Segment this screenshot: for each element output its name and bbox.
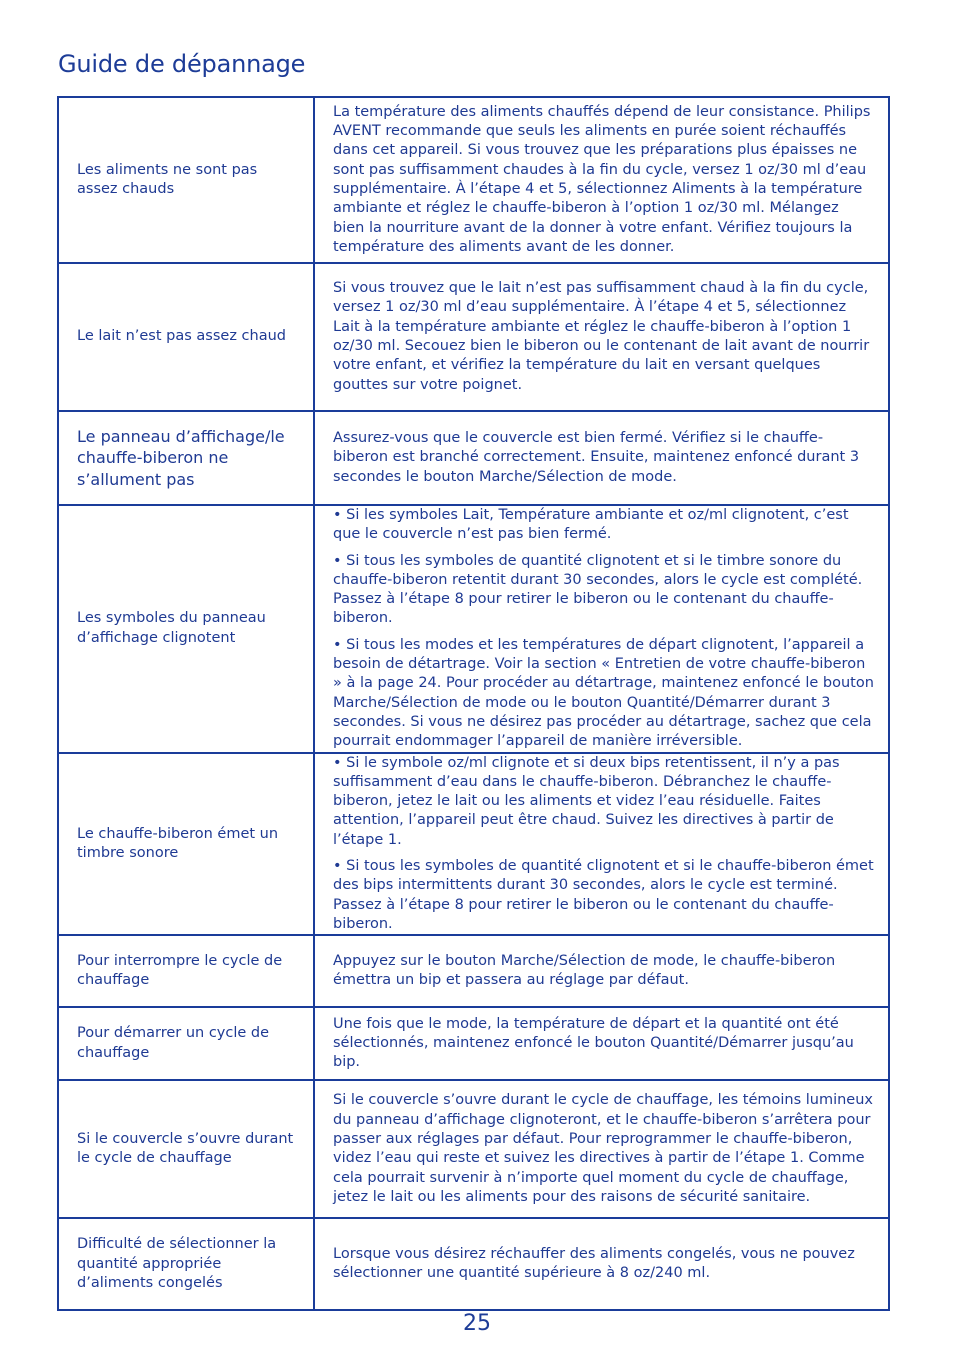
table-row xyxy=(58,411,889,505)
solution-text: La température des aliments chauffés dépend de leur consistance. Philips AVENT recommande que seuls les aliments en purée soient réchauffés dans cet appareil. Si vous trouvez que les préparations plus épaisses ne sont pas suffisamment chaudes à la fin du cycle, versez 1 oz/30 ml d’eau supplémentaire. À l’étape 4 et 5, sélectionnez Aliments à la température ambiante et réglez le chauffe-biberon à l’option 1 oz/30 ml. Mélangez bien la nourriture avant de la donner à votre enfant. Vérifiez toujours la température des aliments avant de les donner. xyxy=(333,103,871,255)
table-row xyxy=(58,505,889,753)
solution-bullet: • Si les symboles Lait, Température ambiante et oz/ml clignotent, c’est que le couvercle n’est pas bien fermé. xyxy=(333,507,849,543)
solution-text: Appuyez sur le bouton Marche/Sélection de mode, le chauffe-biberon émettra un bip et passera au réglage par défaut. xyxy=(333,952,836,989)
solution-text: Assurez-vous que le couvercle est bien fermé. Vérifiez si le chauffe-biberon est branché correctement. Ensuite, maintenez enfoncé durant 3 secondes le bouton Marche/Sélection de mode. xyxy=(333,430,860,485)
troubleshooting-table xyxy=(57,96,890,1311)
solution-cell xyxy=(314,505,889,753)
solution-bullet: • Si le symbole oz/ml clignote et si deux bips retentissent, il n’y a pas suffisamment d’eau dans le chauffe-biberon. Débranchez le chauffe-biberon, jetez le lait ou les aliments et videz l’eau résiduelle. Faites attention, l’appareil peut être chaud. Suivez les directives à partir de l’étape 1. xyxy=(333,754,840,848)
solution-cell xyxy=(314,1218,889,1310)
problem-cell: Le lait n’est pas assez chaud xyxy=(58,263,314,411)
solution-bullet: • Si tous les symboles de quantité clignotent et si le chauffe-biberon émet des bips intermittents durant 30 secondes, alors le cycle est terminé. Passez à l’étape 8 pour retirer le biberon ou le contenant du chauffe-biberon. xyxy=(333,858,874,932)
solution-cell xyxy=(314,411,889,505)
solution-text: Si vous trouvez que le lait n’est pas suffisamment chaud à la fin du cycle, versez 1 oz/30 ml d’eau supplémentaire. À l’étape 4 et 5, sélectionnez Lait à la température ambiante et réglez le chauffe-biberon à l’option 1 oz/30 ml. Secouez bien le biberon ou le contenant de lait avant de nourrir votre enfant, et vérifiez la température du lait en versant quelques gouttes sur votre poignet. xyxy=(333,280,870,393)
solution-text: Si le couvercle s’ouvre durant le cycle de chauffage, les témoins lumineux du panneau d’affichage clignoteront, et le chauffe-biberon s’arrêtera pour passer aux réglages par défaut. Pour reprogrammer le chauffe-biberon, videz l’eau qui reste et suivez les directives à partir de l’étape 1. Comme cela pourrait survenir à n’importe quel moment du cycle de chauffage, jetez le lait ou les aliments pour des raisons de sécurité sanitaire. xyxy=(333,1092,873,1205)
page-number: 25 xyxy=(463,1311,491,1336)
solution-cell xyxy=(314,97,889,263)
solution-cell xyxy=(314,1080,889,1218)
problem-cell: Pour interrompre le cycle de chauffage xyxy=(58,935,314,1007)
table-row xyxy=(58,1007,889,1080)
solution-cell xyxy=(314,263,889,411)
solution-text: Une fois que le mode, la température de départ et la quantité ont été sélectionnés, maintenez enfoncé le bouton Quantité/Démarrer jusqu’au bip. xyxy=(333,1015,854,1071)
problem-cell: Les symboles du panneau d’affichage clignotent xyxy=(58,505,314,753)
table-row xyxy=(58,935,889,1007)
table-row xyxy=(58,97,889,263)
solution-cell xyxy=(314,753,889,936)
table-row xyxy=(58,1080,889,1218)
table-row xyxy=(58,263,889,411)
problem-cell: Si le couvercle s’ouvre durant le cycle de chauffage xyxy=(58,1080,314,1218)
solution-bullet: • Si tous les symboles de quantité clignotent et si le timbre sonore du chauffe-biberon retentit durant 30 secondes, alors le cycle est complété. Passez à l’étape 8 pour retirer le biberon ou le contenant du chauffe-biberon. xyxy=(333,552,863,627)
problem-cell: Pour démarrer un cycle de chauffage xyxy=(58,1007,314,1080)
problem-cell: Les aliments ne sont pas assez chauds xyxy=(58,97,314,263)
table-row xyxy=(58,753,889,936)
solution-text: Lorsque vous désirez réchauffer des aliments congelés, vous ne pouvez sélectionner une quantité supérieure à 8 oz/240 ml. xyxy=(333,1245,855,1282)
problem-cell: Le panneau d’affichage/le chauffe-biberon ne s’allument pas xyxy=(58,411,314,505)
problem-cell: Difficulté de sélectionner la quantité appropriée d’aliments congelés xyxy=(58,1218,314,1310)
solution-bullet: • Si tous les modes et les températures de départ clignotent, l’appareil a besoin de détartrage. Voir la section « Entretien de votre chauffe-biberon » à la page 24. Pour procéder au détartrage, maintenez enfoncé le bouton Marche/Sélection de mode ou le bouton Quantité/Démarrer durant 3 secondes. Si vous ne désirez pas procéder au détartrage, sachez que cela pourrait endommager l’appareil de manière irréversible. xyxy=(333,636,874,750)
table-row xyxy=(58,1218,889,1310)
solution-cell xyxy=(314,1007,889,1080)
problem-cell: Le chauffe-biberon émet un timbre sonore xyxy=(58,753,314,936)
solution-cell xyxy=(314,935,889,1007)
page-title: Guide de dépannage xyxy=(58,50,306,78)
